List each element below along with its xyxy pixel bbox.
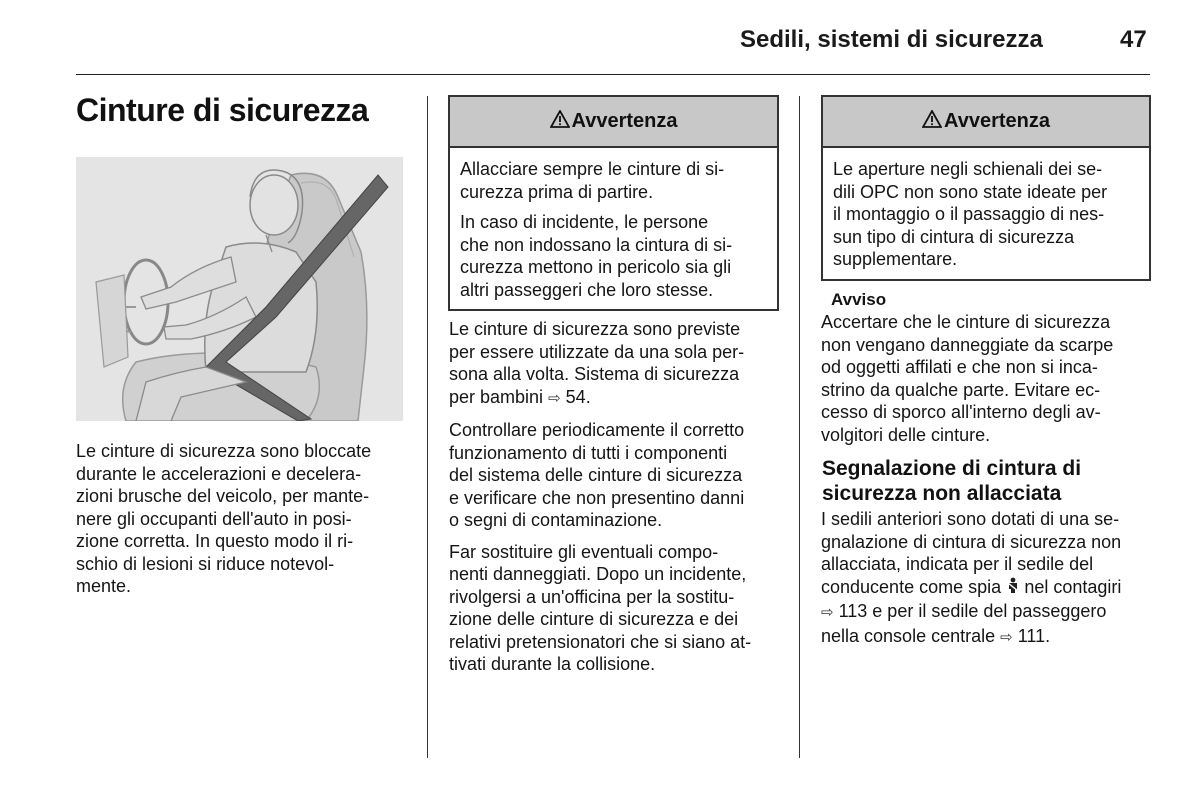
notice-text: Accertare che le cinture di sicurezza non vengano danneggiate da scarpe od oggetti affilati e che non si inca- strino da qualche parte. Evitare ec- cesso di sporco all'interno degli av- volgitori delle cinture. [821,312,1114,445]
running-header-title: Sedili, sistemi di sicurezza [740,26,1043,53]
seatbelt-illustration [76,157,403,421]
seatbelt-warning-icon [1006,580,1024,597]
cross-reference-arrow-icon: ⇨ [1000,628,1013,646]
paragraph-single-occupant: Le cinture di sicurezza sono previste per essere utilizzate da una sola per- sona alla volta. Sistema di sicurezza per bambini ⇨ 54. [449,319,745,407]
column-divider-1 [427,96,428,758]
subsection-heading: Segnalazione di cintura di sicurezza non allacciata [822,457,1082,505]
header-rule [76,74,1150,75]
warning-box-1-title: Avvertenza [571,110,678,132]
warning-triangle-icon [550,110,570,134]
notice-block [831,289,1161,312]
column-2-body [449,318,789,685]
warning-box-1-paragraph-2: In caso di incidente, le persone che non indossano la cintura di si- curezza mettono in pericolo sia gli altri passeggeri che loro stesse. [460,212,733,300]
paragraph-periodic-check: Controllare periodicamente il corretto funzionamento di tutti i componenti del sistema delle cinture di sicurezza e verificare che non presentino danni o segni di contaminazione. [449,420,745,530]
warning-box-1-header [450,97,777,148]
warning-box-2-body [823,148,1149,279]
page-reference-link[interactable]: 111. [1017,625,1051,646]
paragraph-replacement: Far sostituire gli eventuali compo- nenti danneggiati. Dopo un incidente, rivolgersi a un'officina per la sostitu- zione delle cinture di sicurezza e dei relativi pretensionatori che si siano at- tivati durante la collisione. [449,541,752,674]
warning-box-2-title: Avvertenza [944,110,1050,132]
warning-triangle-icon [922,110,942,134]
seatbelt-illustration-drawing [76,157,403,421]
warning-box-2 [821,95,1151,281]
notice-title: Avviso [831,290,887,309]
column-divider-2 [799,96,800,758]
warning-box-1-body [450,148,777,309]
cross-reference-arrow-icon: ⇨ [821,604,834,621]
warning-box-2-header [823,97,1149,148]
page-reference-link[interactable]: 54. [565,386,591,407]
page-number: 47 [1120,26,1147,53]
warning-box-2-paragraph: Le aperture negli schienali dei se- dili OPC non sono state ideate per il montaggio o il passaggio di nes- sun tipo di cintura di sicurezza supplementare. [833,159,1108,269]
warning-box-1 [448,95,779,311]
intro-paragraph: Le cinture di sicurezza sono bloccate durante le accelerazioni e decelera- zioni brusche del veicolo, per mante- nere gli occupanti dell'auto in posi- zione corretta. In questo modo il ri- schio di lesioni si riduce notevol- mente. [76,441,372,596]
page-reference-link[interactable]: 113 e per il sedile del passeggero [838,601,1107,621]
belt-reminder-paragraph: I sedili anteriori sono dotati di una se- gnalazione di cintura di sicurezza non allacciata, indicata per il sedile del conducente come spia nel contagiri ⇨ 113 e per il sedile del passeggero nella console centrale ⇨ 111. [821,509,1122,646]
cross-reference-arrow-icon: ⇨ [548,389,561,407]
warning-box-1-paragraph-1: Allacciare sempre le cinture di si- curezza prima di partire. [460,159,725,202]
section-heading: Cinture di sicurezza [76,92,369,128]
